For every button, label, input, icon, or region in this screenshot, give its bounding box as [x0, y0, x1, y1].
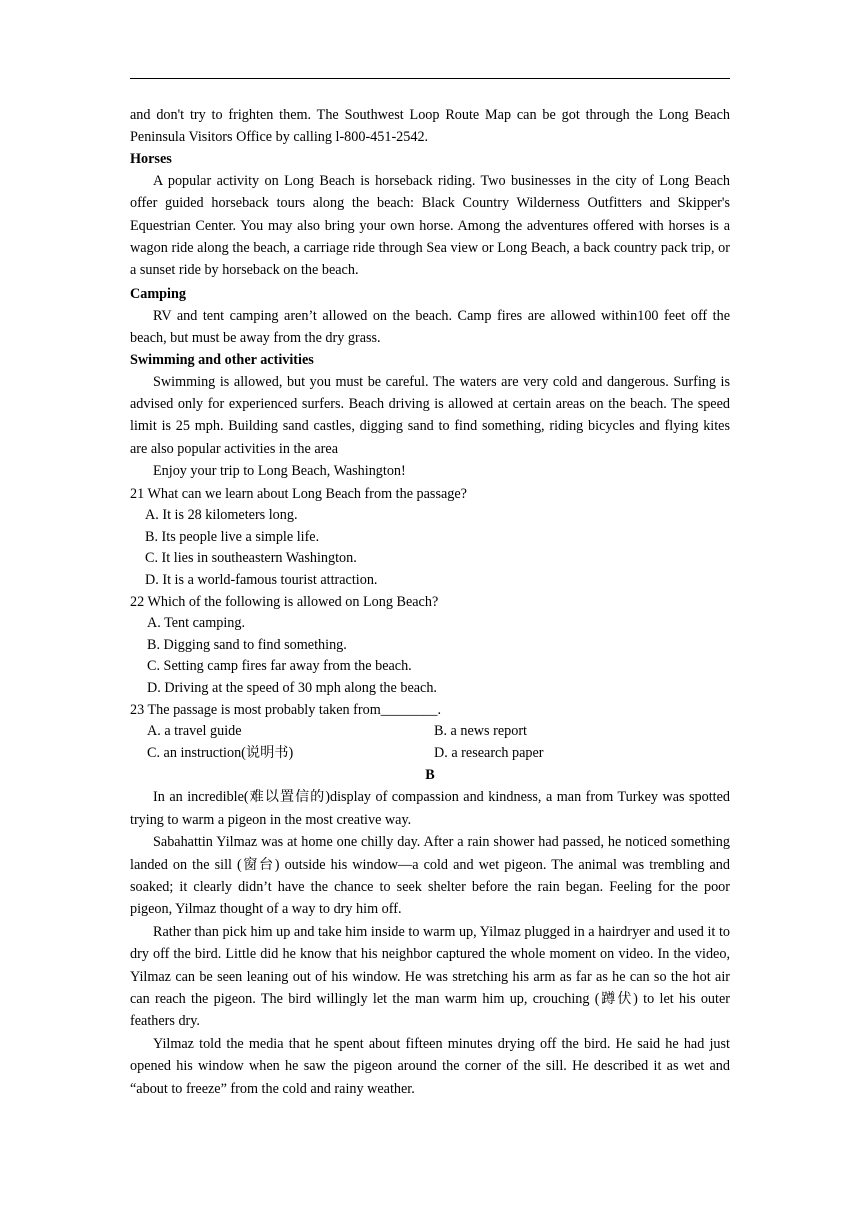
closing-line: Enjoy your trip to Long Beach, Washington! [153, 463, 406, 480]
question-21-option-b: B. Its people live a simple life. [145, 528, 320, 545]
question-21-option-c: C. It lies in southeastern Washington. [145, 550, 357, 567]
question-21-option-d: D. It is a world-famous tourist attraction. [145, 572, 378, 589]
section-b-paragraph-4: Yilmaz told the media that he spent about fifteen minutes drying off the bird. He said he had just opened his window when he saw the pigeon around the corner of the sill. He described it as wet and “about to freeze” from the cold and rainy weather. [130, 1035, 730, 1097]
question-23-option-c: C. an instruction(说明书) [147, 744, 294, 761]
header-rule [130, 78, 730, 79]
section-b-paragraph-3: Rather than pick him up and take him inside to warm up, Yilmaz plugged in a hairdryer and used it to dry off the bird. Little did he know that his neighbor captured the whole moment on video. In the video, Yilmaz can be seen leaning out of his window. He was stretching his arm as far as he can so the hot air can reach the pigeon. The bird willingly let the man warm him up, crouching (蹲伏) to let his outer feathers dry. [130, 923, 730, 1030]
section-b-label: B [425, 767, 435, 784]
swimming-paragraph: Swimming is allowed, but you must be careful. The waters are very cold and dangerous. Surfing is advised only for experienced surfers. Beach driving is allowed at certain areas on the beach. The speed limit is 25 mph. Building sand castles, digging sand to find something, riding bicycles and flying kites are also popular activities in the area [130, 373, 730, 457]
question-21-option-a: A. It is 28 kilometers long. [145, 507, 298, 524]
question-23-option-d: D. a research paper [434, 744, 544, 761]
swimming-heading: Swimming and other activities [130, 351, 314, 368]
question-23-options-row-1 [130, 721, 730, 743]
question-22-stem: 22 Which of the following is allowed on Long Beach? [130, 593, 439, 610]
page-content [130, 104, 730, 1100]
section-b-paragraph-2: Sabahattin Yilmaz was at home one chilly day. After a rain shower had passed, he noticed something landed on the sill (窗台) outside his window—a cold and wet pigeon. The animal was trembling and soaked; it clearly didn’t have the chance to seek shelter before the rain began. Feeling for the poor pigeon, Yilmaz thought of a way to dry him off. [130, 834, 730, 918]
question-22-option-b: B. Digging sand to find something. [147, 636, 347, 653]
continuation-paragraph: and don't try to frighten them. The Southwest Loop Route Map can be got through the Long Beach Peninsula Visitors Office by calling l-800-451-2542. [130, 107, 730, 146]
horses-paragraph: A popular activity on Long Beach is horseback riding. Two businesses in the city of Long Beach offer guided horseback tours along the beach: Black Country Wilderness Outfitters and Skipper's Equestrian Center. You may also bring your own horse. Among the adventures offered with horses is a wagon ride along the beach, a carriage ride through Sea view or Long Beach, a back country pack trip, or a sunset ride by horseback on the beach. [130, 172, 730, 279]
section-b-paragraph-1: In an incredible(难以置信的)display of compassion and kindness, a man from Turkey was spotted trying to warm a pigeon in the most creative way. [130, 789, 730, 828]
question-23-stem: 23 The passage is most probably taken from________. [130, 701, 442, 718]
question-22-option-c: C. Setting camp fires far away from the beach. [147, 658, 412, 675]
camping-paragraph: RV and tent camping aren’t allowed on the beach. Camp fires are allowed within100 feet off the beach, but must be away from the dry grass. [130, 307, 730, 347]
camping-heading: Camping [130, 285, 186, 302]
question-22-option-a: A. Tent camping. [147, 615, 246, 632]
question-23-option-b: B. a news report [434, 723, 527, 740]
horses-heading: Horses [130, 150, 172, 167]
question-23-option-a: A. a travel guide [147, 723, 242, 740]
question-21-stem: 21 What can we learn about Long Beach from the passage? [130, 485, 467, 502]
question-23-options-row-2 [130, 743, 730, 765]
question-22-option-d: D. Driving at the speed of 30 mph along the beach. [147, 680, 437, 697]
